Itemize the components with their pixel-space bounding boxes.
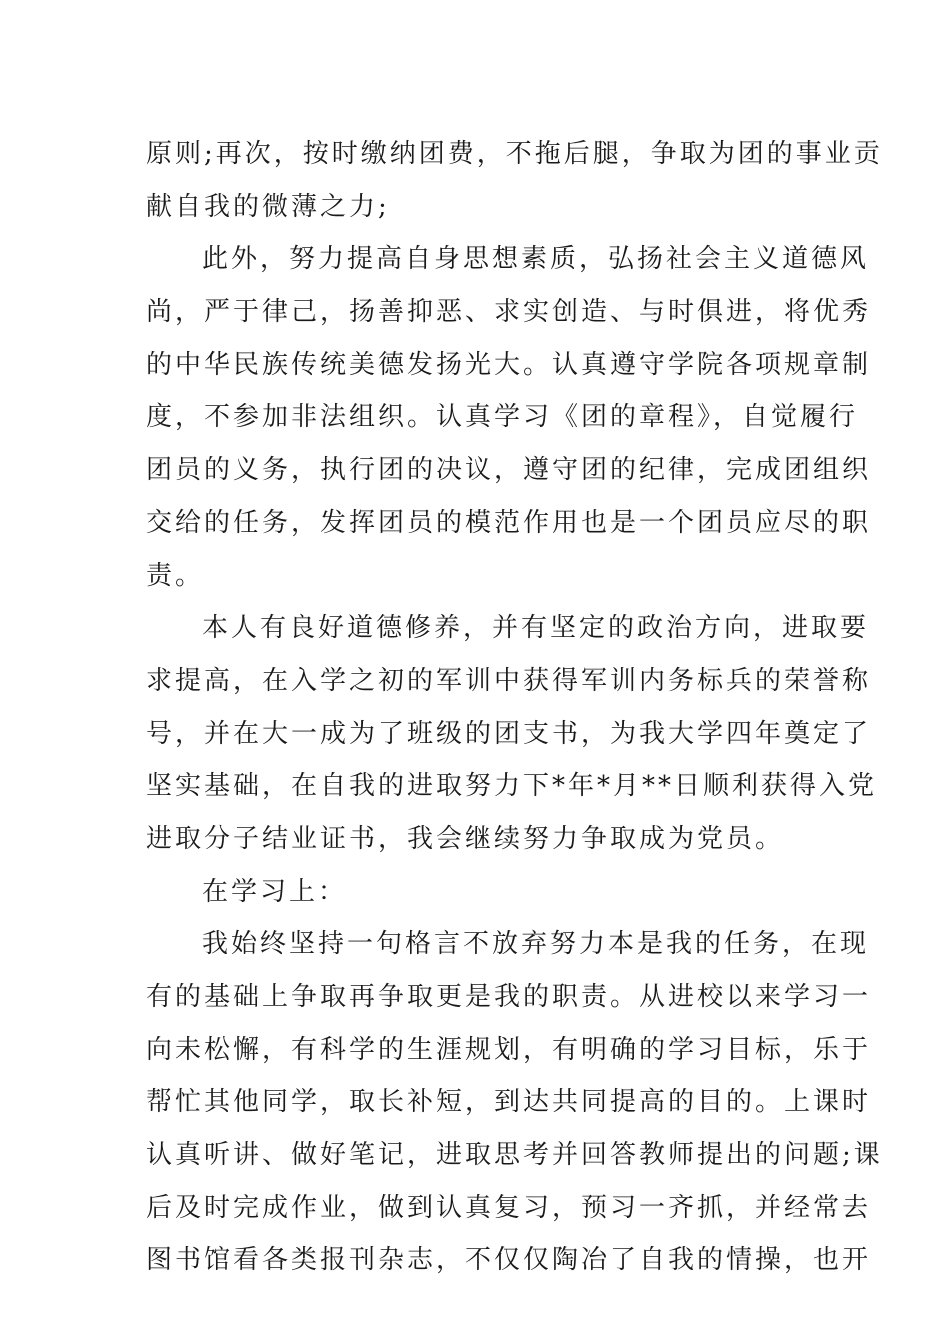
paragraph-start-line: 此外，努力提高自身思想素质，弘扬社会主义道德风 — [202, 244, 870, 275]
text-line: 的中华民族传统美德发扬光大。认真遵守学院各项规章制 — [146, 349, 872, 380]
text-line: 号，并在大一成为了班级的团支书，为我大学四年奠定了 — [146, 718, 872, 749]
text-line: 团员的义务，执行团的决议，遵守团的纪律，完成团组织 — [146, 455, 872, 486]
body-text — [146, 128, 883, 1287]
text-line: 帮忙其他同学，取长补短，到达共同提高的目的。上课时 — [146, 1087, 872, 1118]
text-line: 责。 — [146, 560, 205, 591]
text-line: 尚，严于律己，扬善抑恶、求实创造、与时俱进，将优秀 — [146, 297, 872, 328]
text-line: 坚实基础，在自我的进取努力下*年*月**日顺利获得入党 — [146, 771, 878, 802]
paragraph-start-line: 我始终坚持一句格言不放弃努力本是我的任务，在现 — [202, 929, 870, 960]
text-line: 后及时完成作业，做到认真复习，预习一齐抓，并经常去 — [146, 1192, 872, 1223]
text-line: 有的基础上争取再争取更是我的职责。从进校以来学习一 — [146, 982, 872, 1012]
text-line: 度，不参加非法组织。认真学习《团的章程》，自觉履行 — [146, 402, 859, 433]
text-line: 向未松懈，有科学的生涯规划，有明确的学习目标，乐于 — [146, 1034, 872, 1065]
paragraph-start-line: 本人有良好道德修养，并有坚定的政治方向，进取要 — [202, 613, 870, 644]
text-line: 献自我的微薄之力; — [146, 191, 390, 222]
text-line: 图书馆看各类报刊杂志，不仅仅陶冶了自我的情操，也开 — [146, 1245, 872, 1276]
text-line: 交给的任务，发挥团员的模范作用也是一个团员应尽的职 — [146, 507, 872, 538]
text-line: 原则;再次，按时缴纳团费，不拖后腿，争取为团的事业贡 — [146, 139, 883, 169]
text-line: 进取分子结业证书，我会继续努力争取成为党员。 — [146, 823, 785, 854]
section-heading-line: 在学习上： — [202, 876, 348, 907]
text-line: 认真听讲、做好笔记，进取思考并回答教师提出的问题;课 — [146, 1140, 883, 1171]
text-line: 求提高，在入学之初的军训中获得军训内务标兵的荣誉称 — [146, 665, 872, 696]
